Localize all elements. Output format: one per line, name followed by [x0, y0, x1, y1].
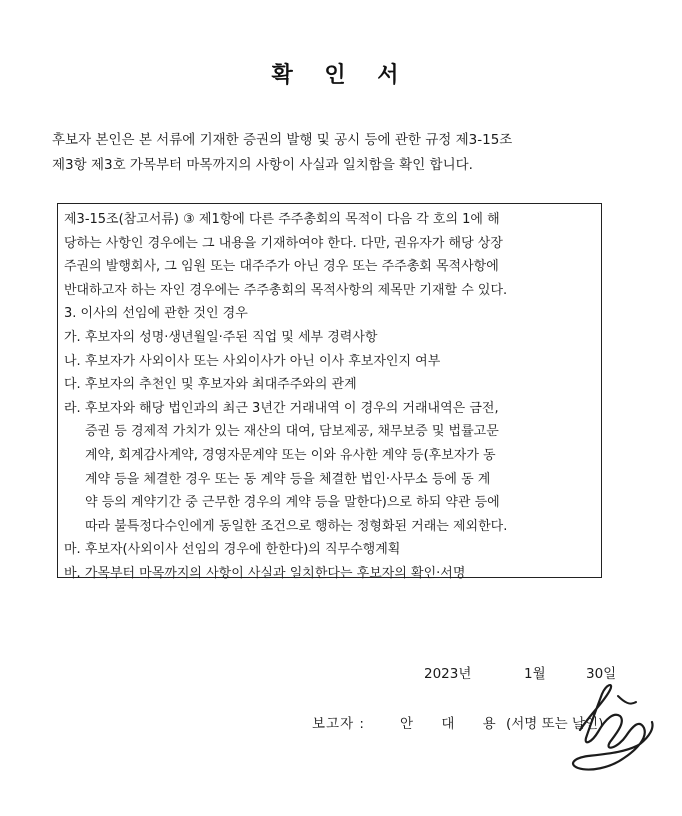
box-line: 반대하고자 하는 자인 경우에는 주주총회의 목적사항의 제목만 기재할 수 있다.: [64, 282, 508, 298]
box-line: 가. 후보자의 성명·생년월일·주된 직업 및 세부 경력사항: [64, 329, 378, 345]
regulation-box: [57, 203, 602, 581]
intro-paragraph: [52, 128, 652, 178]
handwritten-signature: [540, 672, 670, 782]
box-line: 마. 후보자(사외이사 선임의 경우에 한한다)의 직무수행계획: [64, 542, 401, 558]
date-month: 1월: [524, 666, 546, 682]
box-line: 다. 후보자의 추천인 및 후보자와 최대주주와의 관계: [64, 377, 357, 393]
document-title: 확 인 서: [271, 63, 411, 88]
box-line: 제3-15조(참고서류) ③ 제1항에 다른 주주총회의 목적이 다음 각 호의 1에 해: [64, 212, 500, 227]
box-line: 3. 이사의 선임에 관한 것인 경우: [64, 306, 248, 322]
reporter-name: 안 대 용: [400, 716, 508, 732]
box-line: 라. 후보자와 해당 법인과의 최근 3년간 거래내역 이 경우의 거래내역은 금전,: [64, 400, 499, 416]
box-line: 증권 등 경제적 가치가 있는 재산의 대여, 담보제공, 채무보증 및 법률고문: [85, 424, 499, 440]
box-line: 따라 불특정다수인에게 동일한 조건으로 행하는 정형화된 거래는 제외한다.: [85, 518, 508, 534]
sign-note: (서명 또는 날인): [506, 716, 604, 732]
box-line: 바. 가목부터 마목까지의 사항이 사실과 일치한다는 후보자의 확인·서명: [64, 565, 466, 581]
box-line: 계약, 회계감사계약, 경영자문계약 또는 이와 유사한 계약 등(후보자가 동: [85, 447, 496, 463]
box-line: 약 등의 계약기간 중 근무한 경우의 계약 등을 말한다)으로 하되 약관 등에: [85, 495, 500, 511]
intro-line: 제3항 제3호 가목부터 마목까지의 사항이 사실과 일치함을 확인 합니다.: [52, 157, 473, 173]
box-line: 주권의 발행회사, 그 임원 또는 대주주가 아닌 경우 또는 주주총회 목적사항에: [64, 259, 499, 275]
box-line: 계약 등을 체결한 경우 또는 동 계약 등을 체결한 법인·사무소 등에 동 계: [85, 471, 491, 487]
box-line: 나. 후보자가 사외이사 또는 사외이사가 아닌 이사 후보자인지 여부: [64, 353, 441, 369]
intro-line: 후보자 본인은 본 서류에 기재한 증권의 발행 및 공시 등에 관한 규정 제3-15조: [52, 132, 513, 148]
date-day: 30일: [586, 666, 617, 682]
reporter-label: 보고자 :: [312, 716, 365, 732]
date-year: 2023년: [424, 666, 472, 682]
box-line: 당하는 사항인 경우에는 그 내용을 기재하여야 한다. 다만, 권유자가 해당 상장: [64, 235, 503, 251]
